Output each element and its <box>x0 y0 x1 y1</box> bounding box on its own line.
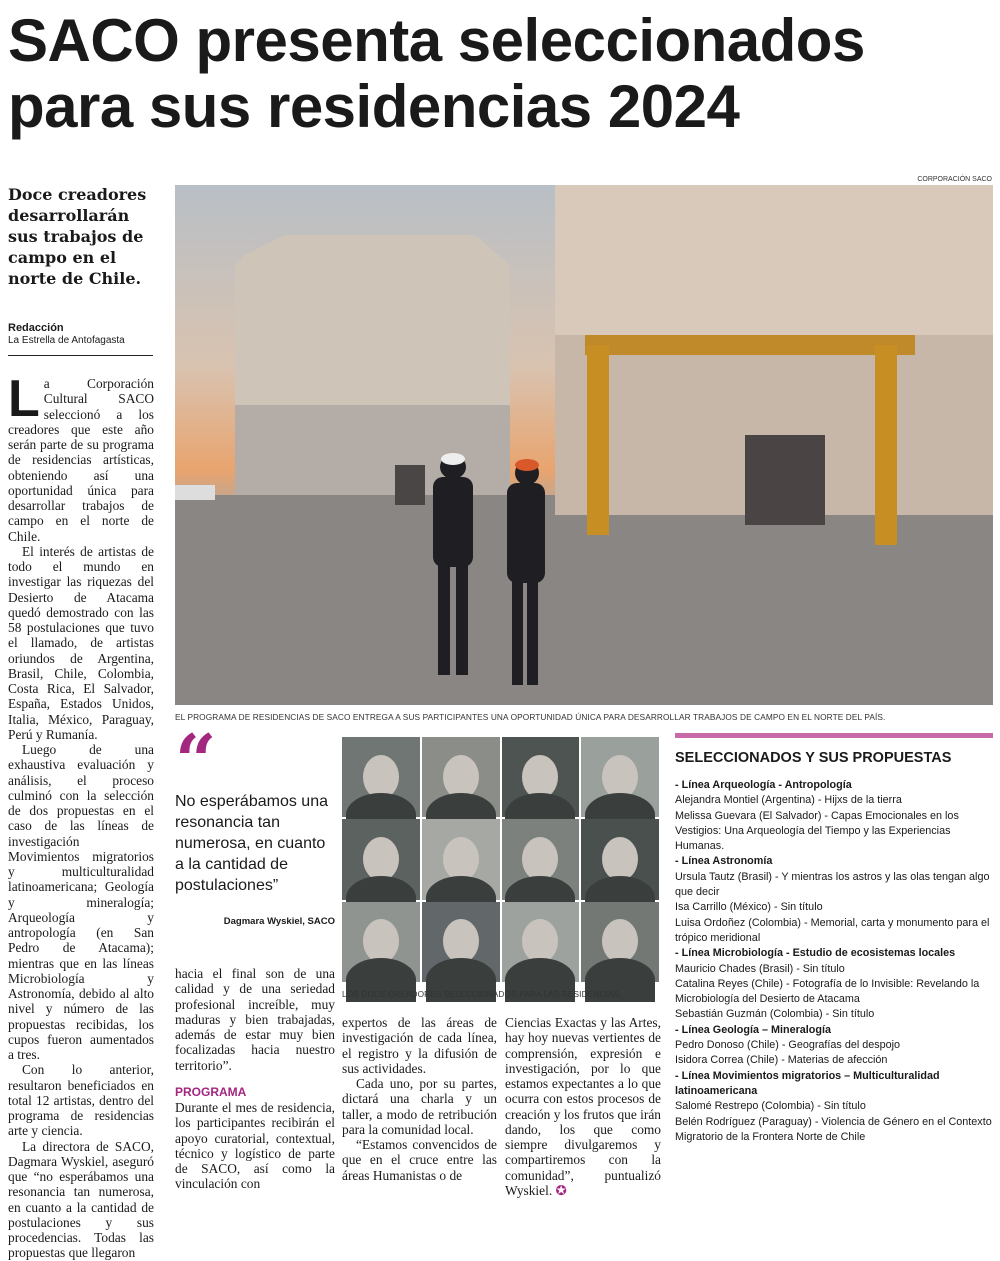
pull-quote-author: Dagmara Wyskiel, SACO <box>223 916 335 927</box>
article-column-2 <box>175 966 335 1206</box>
portrait-head <box>522 755 558 799</box>
artist-portrait <box>342 819 420 899</box>
portrait-head <box>443 755 479 799</box>
subhead-programa: PROGRAMA <box>175 1084 247 1099</box>
headline: SACO presenta seleccionados para sus residencias 2024 <box>8 7 865 140</box>
end-mark-icon: ✪ <box>555 1182 567 1198</box>
article-paragraph: Durante el mes de residencia, los participantes recibirán el apoyo curatorial, contextual, técnico y logístico de parte de SACO, así como la vinculación con <box>175 1100 335 1192</box>
article-paragraph: La directora de SACO, Dagmara Wyskiel, aseguró que “no esperábamos una resonancia tan numerosa, en cuanto a la cantidad de postulaciones y sus procedencias. Todas las propuestas que llegaron <box>8 1138 154 1261</box>
portrait-head <box>363 755 399 799</box>
paragraph-text: a Corporación Cultural SACO seleccionó a los creadores que este año serán parte de su programa de residencias artísticas, obteniendo así una oportunidad única para desarrollar trabajos de campo en el norte de Chile. <box>8 376 154 544</box>
telescope-scene-illustration <box>175 185 993 705</box>
selected-artists-box <box>675 733 993 1145</box>
artist-portrait <box>581 737 659 817</box>
pull-quote <box>175 718 335 927</box>
article-column-4 <box>505 1015 661 1205</box>
artist-proposal: Melissa Guevara (El Salvador) - Capas Emocionales en los Vestigios: Una Arqueología del Tiempo y las Experiencias Humanas. <box>675 809 959 853</box>
byline-outlet: La Estrella de Antofagasta <box>8 335 125 346</box>
artist-portrait <box>422 902 500 982</box>
artist-proposal: Isidora Correa (Chile) - Materias de afección <box>675 1054 888 1067</box>
artist-proposal: Salomé Restrepo (Colombia) - Sin título <box>675 1100 866 1113</box>
artist-portrait <box>422 819 500 899</box>
portrait-head <box>602 755 638 799</box>
artist-proposal: Belén Rodríguez (Paraguay) - Violencia de Género en el Contexto Migratorio de la Frontera Norte de Chile <box>675 1115 992 1143</box>
artist-portrait <box>502 902 580 982</box>
portrait-head <box>602 919 638 963</box>
portrait-head <box>363 919 399 963</box>
artist-portrait <box>502 819 580 899</box>
artist-proposal: Catalina Reyes (Chile) - Fotografía de lo Invisible: Revelando la Microbiología del Desierto de Atacama <box>675 977 980 1006</box>
article-column-3 <box>342 1015 497 1205</box>
portrait-head <box>602 837 638 881</box>
paragraph-text: Ciencias Exactas y las Artes, hay hoy nuevas vertientes de comprensión, expresión e investigación, por lo que estamos expectantes a lo que ocurra con estos procesos de creación y los frutos que irán dando, los que como siempre divulgaremos y compartiremos con la comunidad”, puntualizó Wyskiel. <box>505 1015 661 1198</box>
artist-proposal: Mauricio Chades (Brasil) - Sin título <box>675 962 845 975</box>
artist-proposal: Luisa Ordoñez (Colombia) - Memorial, carta y monumento para el trópico meridional <box>675 916 990 944</box>
main-photo-caption: EL PROGRAMA DE RESIDENCIAS DE SACO ENTREGA A SUS PARTICIPANTES UNA OPORTUNIDAD ÚNICA PARA DESARROLLAR TRABAJOS DE CAMPO EN EL NORTE DEL PAÍS. <box>175 712 886 722</box>
artist-proposal: Sebastián Guzmán (Colombia) - Sin título <box>675 1008 875 1021</box>
portrait-head <box>363 837 399 881</box>
main-photo-telescopes <box>175 185 993 705</box>
byline-author: Redacción <box>8 322 64 334</box>
artist-portrait <box>581 819 659 899</box>
article-paragraph: El interés de artistas de todo el mundo en investigar las riquezas del Desierto de Atacama quedó demostrado con las 58 postulaciones que tuvo el llamado, de artistas oriundos de Argentina, Brasil, Chile, Colombia, Costa Rica, El Salvador, España, Estados Unidos, Italia, México, Paraguay, Perú y Rumanía. <box>8 543 154 742</box>
box-title: SELECCIONADOS Y SUS PROPUESTAS <box>675 750 952 766</box>
deck-subtitle: Doce creadores desarrollarán sus trabajos de campo en el norte de Chile. <box>8 185 147 288</box>
artist-proposal: Ursula Tautz (Brasil) - Y mientras los astros y las olas tengan algo que decir <box>675 870 990 899</box>
accent-bar <box>675 733 993 738</box>
article-paragraph: hacia el final son de una calidad y de una seriedad profesional increíble, muy maduras y bien trabajadas, además de estar muy bien focalizadas hacia nuestro territorio”. <box>175 966 335 1073</box>
byline <box>8 322 153 356</box>
artist-portrait <box>342 902 420 982</box>
artist-proposal: Pedro Donoso (Chile) - Geografías del despojo <box>675 1039 901 1052</box>
artist-portrait <box>342 737 420 817</box>
portraits-caption: LOS DOCE CREADORES SELECCIONADOS PARA LAS RESIDENCIAS. <box>342 989 622 999</box>
quote-mark-icon: “ <box>175 718 217 803</box>
drop-cap: L <box>8 370 40 428</box>
article-paragraph <box>8 370 154 544</box>
portrait-head <box>443 919 479 963</box>
artist-portrait <box>502 737 580 817</box>
article-paragraph: Luego de una exhaustiva evaluación y análisis, el proceso culminó con la selección de dos propuestas en el caso de las líneas de investigación Movimientos migratorios y multiculturalidad latinoamericana; Geología y mineralogía; Arqueología y antropología (en San Pedro de Atacama); mientras que en las líneas Microbiología y Astronomía, debido al alto nivel y número de las propuestas recibidas, los cupos fueron aumentados a tres. <box>8 742 154 1062</box>
article-paragraph: Con lo anterior, resultaron beneficiados en total 12 artistas, dentro del programa de residencias arte y ciencia. <box>8 1062 154 1139</box>
article-paragraph: “Estamos convencidos de que en el cruce entre las áreas Humanistas o de <box>342 1137 497 1183</box>
artist-proposal: Isa Carrillo (México) - Sin título <box>675 901 823 914</box>
research-line-heading: - Línea Arqueología - Antropología <box>675 779 852 791</box>
article-paragraph <box>505 1015 661 1198</box>
portrait-head <box>522 837 558 881</box>
pull-quote-text: No esperábamos una resonancia tan numerosa, en cuanto a la cantidad de postulaciones” <box>175 793 328 894</box>
article-paragraph: expertos de las áreas de investigación de cada línea, el registro y la difusión de sus actividades. <box>342 1015 497 1076</box>
artist-portrait <box>422 737 500 817</box>
research-line-heading: - Línea Geología – Mineralogía <box>675 1023 831 1036</box>
research-line-heading: - Línea Movimientos migratorios – Multiculturalidad latinoamericana <box>675 1069 940 1097</box>
photo-credit: CORPORACIÓN SACO <box>917 176 992 183</box>
selected-list <box>675 778 993 1145</box>
portrait-head <box>522 919 558 963</box>
artist-proposal: Alejandra Montiel (Argentina) - Hijxs de la tierra <box>675 794 902 807</box>
portraits-grid <box>342 737 659 982</box>
portrait-head <box>443 837 479 881</box>
research-line-heading: - Línea Microbiología - Estudio de ecosistemas locales <box>675 947 956 960</box>
article-column-1 <box>8 370 154 1261</box>
artist-portrait <box>581 902 659 982</box>
research-line-heading: - Línea Astronomía <box>675 855 773 868</box>
article-paragraph: Cada uno, por su partes, dictará una charla y un taller, a modo de retribución para la comunidad local. <box>342 1076 497 1137</box>
